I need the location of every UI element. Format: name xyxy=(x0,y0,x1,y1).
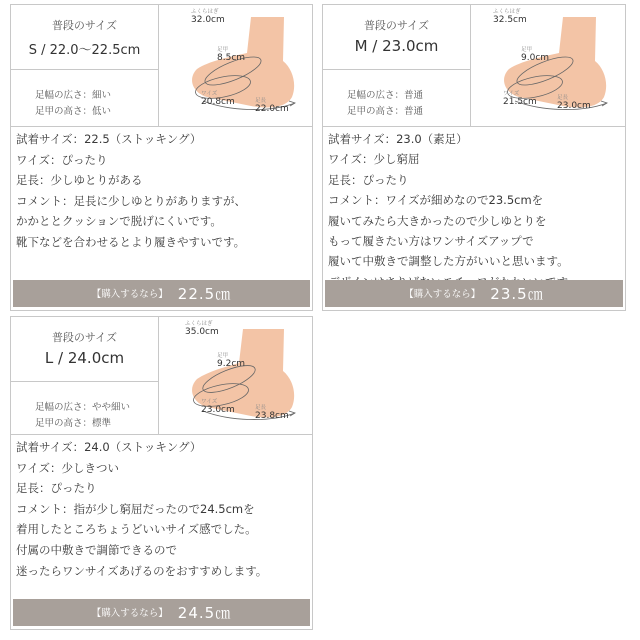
foot-illustration xyxy=(159,5,314,126)
card-header xyxy=(11,317,312,435)
recommended-size-bar xyxy=(13,599,310,626)
review-line: もって履きたい方はワンサイズアップで xyxy=(328,234,534,249)
calf-measurement: ふくらはぎ 35.0cm xyxy=(185,321,219,337)
width-measurement: ワイズ 20.8cm xyxy=(201,91,235,107)
review-line: 着用したところちょうどいいサイズ感でした。 xyxy=(16,522,257,537)
review-line: 試着サイズ：24.0（ストッキング） xyxy=(16,440,202,454)
buy-size: 23.5㎝ xyxy=(490,285,544,303)
review-line: コメント：ワイズが細めなので23.5cmを xyxy=(328,193,544,208)
length-measurement: 足長 22.0cm xyxy=(255,98,289,114)
review-line: 試着サイズ：23.0（素足） xyxy=(328,132,468,146)
foot-illustration xyxy=(159,317,314,434)
length-measurement: 足長 23.0cm xyxy=(557,95,591,111)
instep-measurement: 足甲 9.2cm xyxy=(217,353,246,369)
review-line: 足長：ぴったり xyxy=(16,481,97,496)
review-line: コメント：指が少し窮屈だったので24.5cmを xyxy=(16,501,255,516)
instep-height-feature: 足甲の高さ：普通 xyxy=(347,106,424,117)
usual-size-panel xyxy=(11,5,159,126)
calf-measurement: ふくらはぎ 32.0cm xyxy=(191,9,225,25)
usual-size-value: L / 24.0cm xyxy=(44,349,125,367)
review-line: コメント：足長に少しゆとりがありますが、 xyxy=(16,193,246,208)
foot-width-feature: 足幅の広さ：やや細い xyxy=(35,402,131,413)
usual-size-value: M / 23.0cm xyxy=(354,37,439,55)
foot-width-feature: 足幅の広さ：細い xyxy=(35,90,112,101)
width-measurement: ワイズ 23.0cm xyxy=(201,399,235,415)
usual-size-panel xyxy=(323,5,471,126)
review-text xyxy=(328,129,619,292)
length-measurement: 足長 23.8cm xyxy=(255,405,289,421)
instep-measurement: 足甲 8.5cm xyxy=(217,47,246,63)
buy-size: 22.5㎝ xyxy=(177,285,232,303)
usual-size-label: 普段のサイズ xyxy=(363,19,430,32)
usual-size-panel xyxy=(11,317,159,434)
review-line: 迷ったらワンサイズあげるのをおすすめします。 xyxy=(16,563,268,578)
usual-size-label: 普段のサイズ xyxy=(51,331,118,344)
usual-size-label: 普段のサイズ xyxy=(51,19,118,32)
card-header xyxy=(323,5,625,127)
buy-label: 【購入するなら】 xyxy=(91,608,168,619)
size-card-l xyxy=(10,316,313,630)
foot-width-feature: 足幅の広さ：普通 xyxy=(347,90,424,101)
buy-label: 【購入するなら】 xyxy=(404,289,481,300)
instep-height-feature: 足甲の高さ：標準 xyxy=(35,418,112,429)
recommended-size-bar xyxy=(325,280,623,307)
review-line: 付属の中敷きで調節できるので xyxy=(16,542,177,557)
review-line: 履いてみたら大きかったので少しゆとりを xyxy=(328,213,547,228)
review-line: ワイズ：ぴったり xyxy=(16,152,108,167)
buy-size: 24.5㎝ xyxy=(177,604,232,622)
foot-diagram xyxy=(471,5,625,126)
review-line: 靴下などを合わせるとより履きやすいです。 xyxy=(16,234,246,249)
review-line: 足長：ぴったり xyxy=(328,172,409,187)
instep-height-feature: 足甲の高さ：低い xyxy=(35,106,112,117)
buy-label: 【購入するなら】 xyxy=(91,289,168,300)
width-measurement: ワイズ 21.5cm xyxy=(503,91,537,107)
size-card-s xyxy=(10,4,313,311)
calf-measurement: ふくらはぎ 32.5cm xyxy=(493,9,527,25)
foot-diagram xyxy=(159,5,312,126)
card-header xyxy=(11,5,312,127)
review-text xyxy=(16,437,306,581)
review-line: ワイズ：少しきつい xyxy=(16,460,120,475)
review-line: 足長：少しゆとりがある xyxy=(16,173,143,188)
review-text xyxy=(16,129,306,253)
foot-diagram xyxy=(159,317,312,434)
review-line: 履いて中敷きで調整した方がいいと思います。 xyxy=(328,254,569,269)
recommended-size-bar xyxy=(13,280,310,307)
review-line: ワイズ：少し窮屈 xyxy=(328,152,420,167)
size-card-m xyxy=(322,4,626,311)
review-line: 試着サイズ：22.5（ストッキング） xyxy=(16,132,202,146)
usual-size-value: S / 22.0〜22.5cm xyxy=(28,43,141,58)
instep-measurement: 足甲 9.0cm xyxy=(521,47,550,63)
review-line: かかととクッションで脱げにくいです。 xyxy=(16,214,222,229)
